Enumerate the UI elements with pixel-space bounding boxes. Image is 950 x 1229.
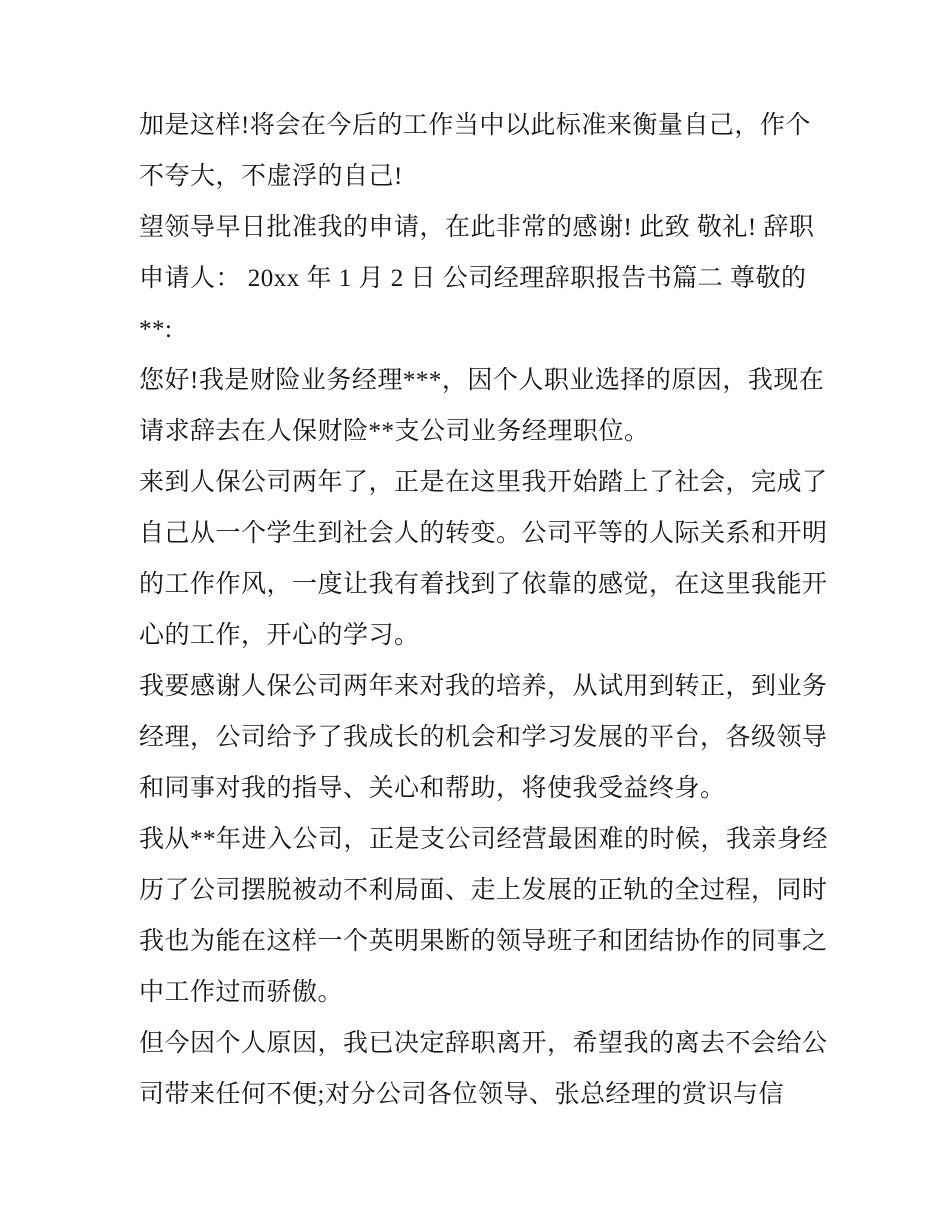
text-line: 加是这样!将会在今后的工作当中以此标准来衡量自己，作个: [139, 112, 811, 139]
text-line: **:: [139, 316, 173, 343]
text-line: 我要感谢人保公司两年来对我的培养，从试用到转正，到业务: [139, 673, 828, 700]
text-line: 申请人： 20xx 年 1 月 2 日 公司经理辞职报告书篇二 尊敬的: [139, 265, 807, 292]
text-line: 的工作作风，一度让我有着找到了依靠的感觉，在这里我能开: [139, 571, 828, 598]
text-line: 经理，公司给予了我成长的机会和学习发展的平台，各级领导: [139, 724, 828, 751]
text-line: 不夸大，不虚浮的自己!: [139, 163, 403, 190]
text-line: 请求辞去在人保财险**支公司业务经理职位。: [139, 418, 650, 445]
text-line: 您好!我是财险业务经理***，因个人职业选择的原因，我现在: [139, 367, 825, 394]
text-line: 但今因个人原因，我已决定辞职离开，希望我的离去不会给公: [139, 1030, 828, 1057]
text-line: 司带来任何不便;对分公司各位领导、张总经理的赏识与信: [139, 1081, 784, 1108]
text-line: 来到人保公司两年了，正是在这里我开始踏上了社会，完成了: [139, 469, 828, 496]
text-line: 我也为能在这样一个英明果断的领导班子和团结协作的同事之: [139, 928, 828, 955]
text-line: 心的工作，开心的学习。: [139, 622, 420, 649]
text-line: 望领导早日批准我的申请，在此非常的感谢! 此致 敬礼! 辞职: [139, 214, 815, 241]
document-text-block: [139, 100, 859, 1120]
text-line: 自己从一个学生到社会人的转变。公司平等的人际关系和开明: [139, 520, 828, 547]
text-line: 中工作过而骄傲。: [139, 979, 344, 1006]
text-line: 和同事对我的指导、关心和帮助，将使我受益终身。: [139, 775, 726, 802]
text-line: 我从**年进入公司，正是支公司经营最困难的时候，我亲身经: [139, 826, 829, 853]
text-line: 历了公司摆脱被动不利局面、走上发展的正轨的全过程，同时: [139, 877, 828, 904]
